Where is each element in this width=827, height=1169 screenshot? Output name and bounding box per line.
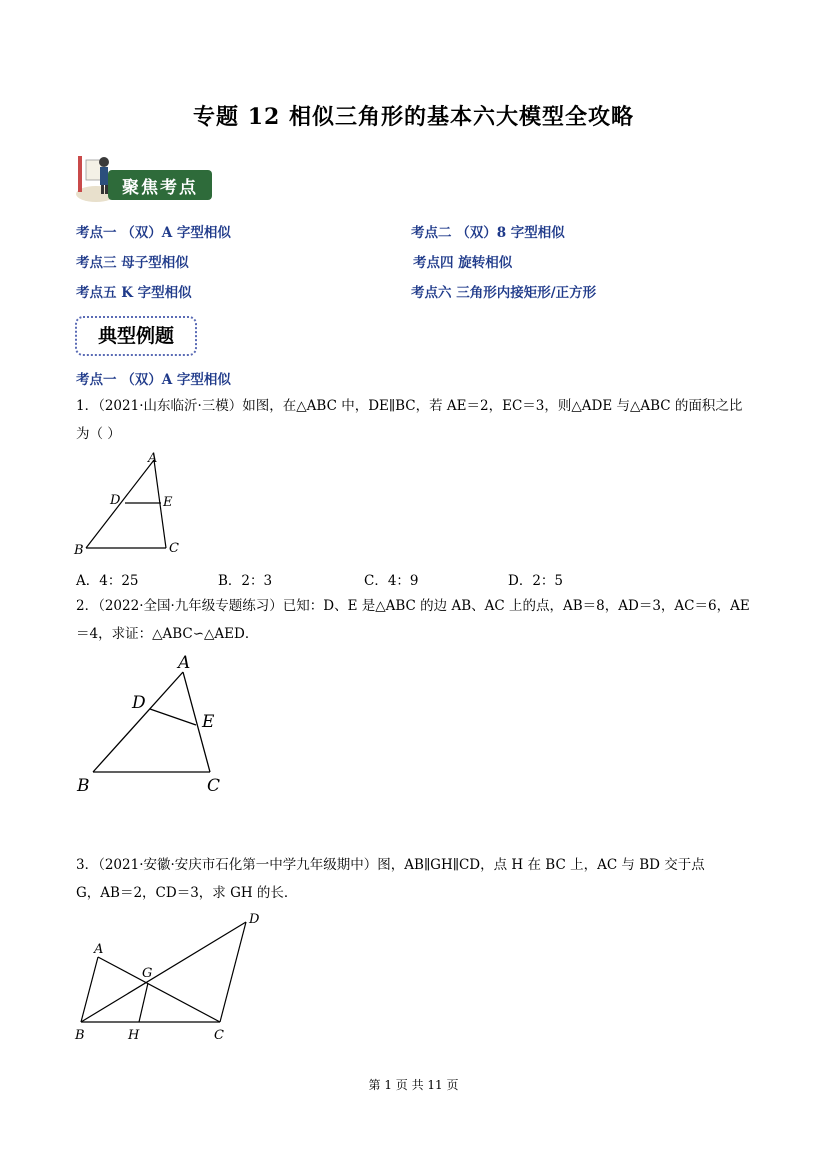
q3-label-c: C (214, 1028, 224, 1043)
page-footer: 第 1 页 共 11 页 (368, 1078, 459, 1092)
q1-option-c[interactable]: C．4：9 (364, 573, 419, 589)
current-topic: 考点一 （双）A 字型相似 (76, 372, 231, 388)
q2-label-c: C (207, 776, 221, 796)
q2-figure (70, 650, 240, 800)
topic-3[interactable]: 考点三 母子型相似 (76, 255, 189, 271)
q1-line2: 为（ ） (76, 426, 121, 442)
q1-label-a: A (148, 451, 158, 466)
banner-label: 聚焦考点 (122, 178, 198, 198)
q1-label-b: B (74, 543, 84, 558)
q1-line1: 1．（2021·山东临沂·三模）如图，在△ABC 中，DE∥BC，若 AE＝2，EC＝3，则△ADE 与△ABC 的面积之比 (76, 398, 743, 414)
topic-6[interactable]: 考点六 三角形内接矩形/正方形 (411, 285, 597, 301)
q2-line2: ＝4，求证：△ABC∽△AED． (76, 626, 259, 642)
q2-label-d: D (132, 693, 146, 713)
q3-label-h: H (128, 1028, 140, 1043)
q1-option-d[interactable]: D．2：5 (508, 573, 564, 589)
q2-line1: 2．（2022·全国·九年级专题练习）已知：D、E 是△ABC 的边 AB、AC 上的点，AB＝8，AD＝3，AC＝6，AE (76, 598, 750, 614)
q1-figure (70, 448, 190, 560)
q3-label-b: B (75, 1028, 85, 1043)
q3-label-a: A (94, 942, 104, 957)
q2-label-a: A (178, 653, 191, 673)
q3-line2: G，AB＝2，CD＝3，求 GH 的长． (76, 885, 298, 901)
section-header: 典型例题 (75, 316, 197, 356)
q1-label-c: C (169, 541, 179, 556)
q1-option-b[interactable]: B．2：3 (218, 573, 273, 589)
topic-5[interactable]: 考点五 K 字型相似 (76, 285, 192, 301)
topic-2[interactable]: 考点二 （双）8 字型相似 (411, 225, 565, 241)
focus-banner (72, 152, 217, 204)
q3-label-g: G (142, 966, 153, 981)
q2-label-e: E (202, 712, 215, 732)
page-title: 专题 12 相似三角形的基本六大模型全攻略 (193, 104, 634, 130)
q1-label-e: E (163, 495, 173, 510)
q1-option-a[interactable]: A．4：25 (76, 573, 139, 589)
q3-label-d: D (249, 912, 260, 927)
topic-1[interactable]: 考点一 （双）A 字型相似 (76, 225, 231, 241)
q1-label-d: D (110, 493, 121, 508)
q3-figure (66, 905, 276, 1050)
topic-4[interactable]: 考点四 旋转相似 (413, 255, 513, 271)
q2-label-b: B (77, 776, 90, 796)
q3-line1: 3．（2021·安徽·安庆市石化第一中学九年级期中）图，AB∥GH∥CD，点 H 在 BC 上，AC 与 BD 交于点 (76, 857, 705, 873)
